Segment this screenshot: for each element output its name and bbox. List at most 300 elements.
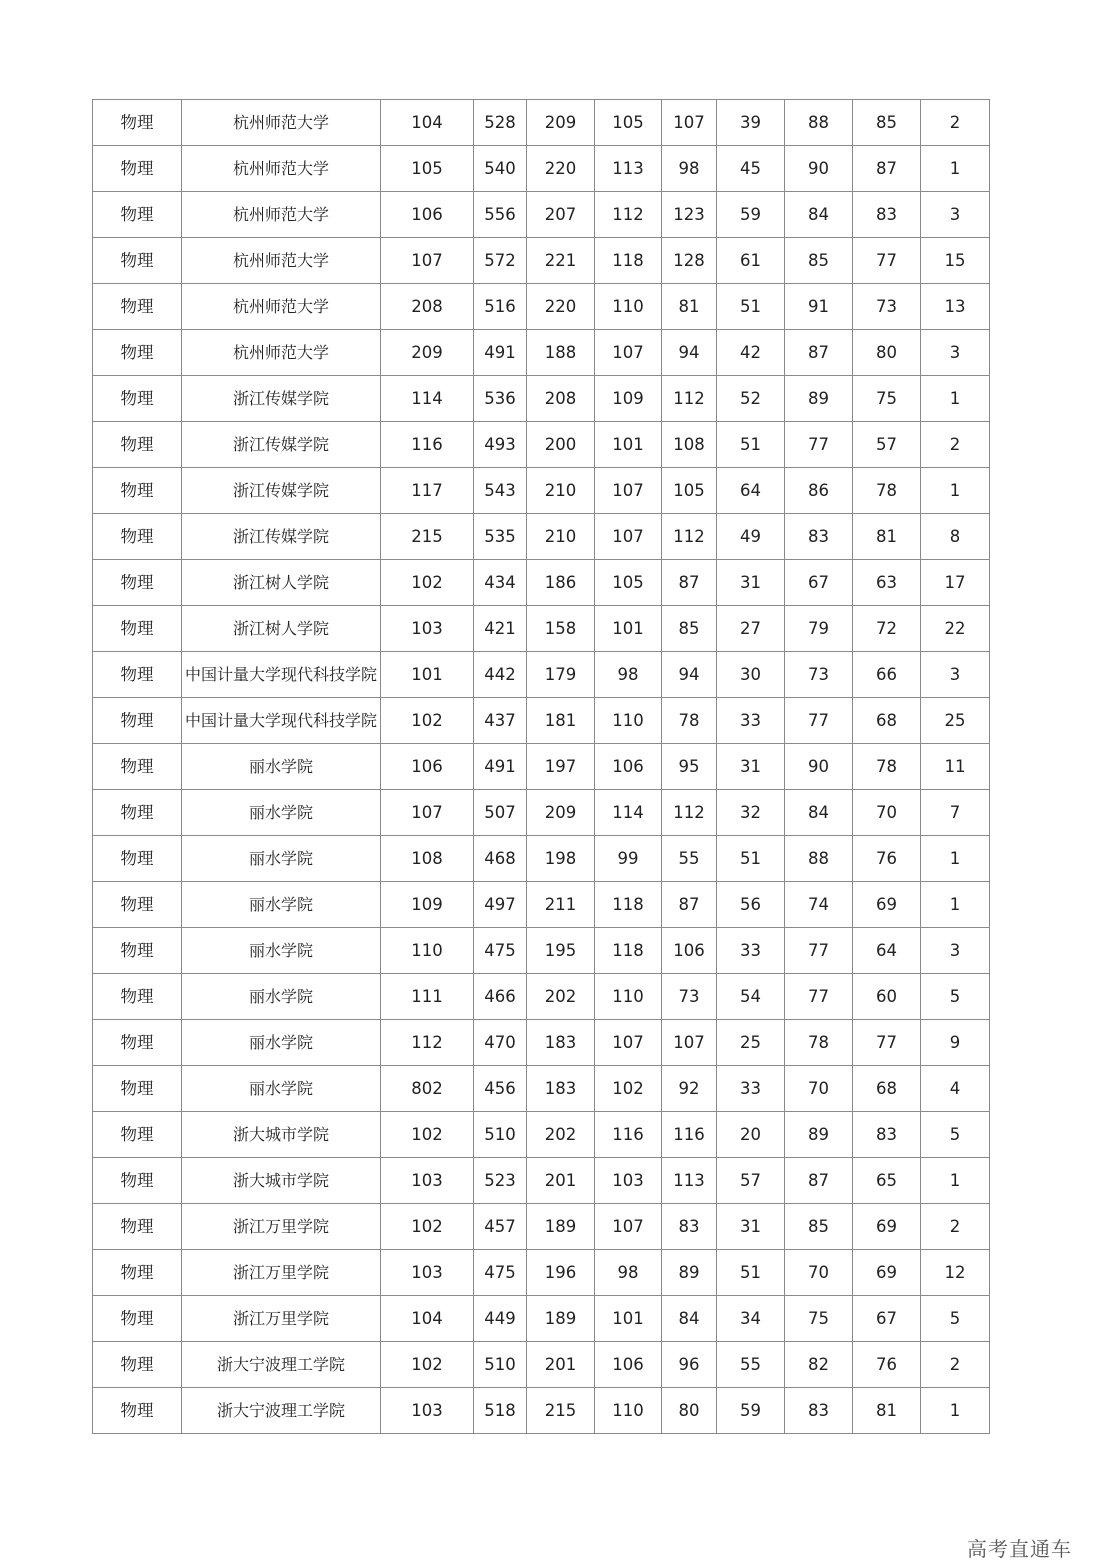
- score-cell-b: 110: [595, 974, 662, 1020]
- score-cell-c: 55: [662, 836, 717, 882]
- score-cell-c: 87: [662, 560, 717, 606]
- total-score-cell: 572: [474, 238, 527, 284]
- score-cell-e: 87: [785, 330, 853, 376]
- total-score-cell: 507: [474, 790, 527, 836]
- code-cell: 112: [381, 1020, 474, 1066]
- code-cell: 107: [381, 790, 474, 836]
- code-cell: 209: [381, 330, 474, 376]
- score-cell-e: 70: [785, 1250, 853, 1296]
- score-cell-c: 78: [662, 698, 717, 744]
- total-score-cell: 528: [474, 100, 527, 146]
- table-row: [93, 146, 990, 192]
- score-cell-f: 60: [853, 974, 921, 1020]
- table-row: [93, 1020, 990, 1066]
- score-cell-a: 200: [527, 422, 595, 468]
- score-cell-b: 110: [595, 284, 662, 330]
- code-cell: 215: [381, 514, 474, 560]
- score-cell-d: 64: [717, 468, 785, 514]
- subject-cell: 物理: [93, 514, 182, 560]
- score-cell-a: 207: [527, 192, 595, 238]
- score-cell-a: 158: [527, 606, 595, 652]
- score-cell-e: 73: [785, 652, 853, 698]
- score-cell-e: 85: [785, 238, 853, 284]
- score-cell-a: 209: [527, 790, 595, 836]
- score-cell-d: 54: [717, 974, 785, 1020]
- school-cell: 丽水学院: [182, 836, 381, 882]
- subject-cell: 物理: [93, 100, 182, 146]
- subject-cell: 物理: [93, 698, 182, 744]
- score-cell-c: 123: [662, 192, 717, 238]
- table-row: [93, 1204, 990, 1250]
- total-score-cell: 556: [474, 192, 527, 238]
- count-cell: 25: [921, 698, 990, 744]
- score-cell-c: 73: [662, 974, 717, 1020]
- score-cell-a: 220: [527, 146, 595, 192]
- score-cell-f: 77: [853, 238, 921, 284]
- score-cell-c: 98: [662, 146, 717, 192]
- score-cell-e: 77: [785, 928, 853, 974]
- table-row: [93, 422, 990, 468]
- school-cell: 浙大宁波理工学院: [182, 1388, 381, 1434]
- score-cell-f: 83: [853, 192, 921, 238]
- score-cell-c: 83: [662, 1204, 717, 1250]
- subject-cell: 物理: [93, 1066, 182, 1112]
- score-cell-f: 87: [853, 146, 921, 192]
- score-cell-b: 99: [595, 836, 662, 882]
- score-cell-c: 128: [662, 238, 717, 284]
- score-cell-d: 45: [717, 146, 785, 192]
- code-cell: 103: [381, 1250, 474, 1296]
- count-cell: 1: [921, 836, 990, 882]
- total-score-cell: 442: [474, 652, 527, 698]
- count-cell: 5: [921, 974, 990, 1020]
- score-cell-d: 59: [717, 192, 785, 238]
- subject-cell: 物理: [93, 1296, 182, 1342]
- subject-cell: 物理: [93, 882, 182, 928]
- score-cell-a: 202: [527, 1112, 595, 1158]
- score-cell-a: 215: [527, 1388, 595, 1434]
- score-cell-f: 68: [853, 1066, 921, 1112]
- score-cell-b: 107: [595, 1204, 662, 1250]
- total-score-cell: 536: [474, 376, 527, 422]
- school-cell: 丽水学院: [182, 1020, 381, 1066]
- score-cell-b: 118: [595, 928, 662, 974]
- subject-cell: 物理: [93, 192, 182, 238]
- score-cell-c: 112: [662, 376, 717, 422]
- school-cell: 浙大城市学院: [182, 1158, 381, 1204]
- score-cell-b: 118: [595, 882, 662, 928]
- score-cell-b: 110: [595, 698, 662, 744]
- score-cell-d: 59: [717, 1388, 785, 1434]
- code-cell: 116: [381, 422, 474, 468]
- table-row: [93, 1066, 990, 1112]
- score-cell-d: 49: [717, 514, 785, 560]
- score-cell-d: 56: [717, 882, 785, 928]
- subject-cell: 物理: [93, 1388, 182, 1434]
- score-cell-d: 27: [717, 606, 785, 652]
- score-cell-e: 89: [785, 1112, 853, 1158]
- total-score-cell: 516: [474, 284, 527, 330]
- score-cell-d: 39: [717, 100, 785, 146]
- score-cell-c: 113: [662, 1158, 717, 1204]
- table-row: [93, 1112, 990, 1158]
- subject-cell: 物理: [93, 928, 182, 974]
- count-cell: 1: [921, 1388, 990, 1434]
- table-row: [93, 836, 990, 882]
- score-cell-f: 81: [853, 514, 921, 560]
- score-cell-e: 89: [785, 376, 853, 422]
- score-cell-f: 76: [853, 1342, 921, 1388]
- score-cell-b: 107: [595, 1020, 662, 1066]
- score-cell-e: 84: [785, 790, 853, 836]
- table-row: [93, 744, 990, 790]
- subject-cell: 物理: [93, 1250, 182, 1296]
- score-cell-a: 197: [527, 744, 595, 790]
- count-cell: 3: [921, 652, 990, 698]
- school-cell: 浙江传媒学院: [182, 514, 381, 560]
- score-cell-a: 202: [527, 974, 595, 1020]
- score-cell-a: 201: [527, 1342, 595, 1388]
- school-cell: 浙江万里学院: [182, 1296, 381, 1342]
- score-cell-b: 106: [595, 1342, 662, 1388]
- score-cell-d: 33: [717, 1066, 785, 1112]
- score-cell-b: 114: [595, 790, 662, 836]
- score-cell-d: 51: [717, 1250, 785, 1296]
- count-cell: 8: [921, 514, 990, 560]
- total-score-cell: 497: [474, 882, 527, 928]
- score-cell-c: 96: [662, 1342, 717, 1388]
- code-cell: 102: [381, 1112, 474, 1158]
- school-cell: 丽水学院: [182, 928, 381, 974]
- score-cell-b: 101: [595, 606, 662, 652]
- count-cell: 7: [921, 790, 990, 836]
- score-cell-d: 51: [717, 422, 785, 468]
- score-cell-d: 25: [717, 1020, 785, 1066]
- score-cell-a: 195: [527, 928, 595, 974]
- total-score-cell: 535: [474, 514, 527, 560]
- score-cell-f: 69: [853, 882, 921, 928]
- score-cell-d: 57: [717, 1158, 785, 1204]
- score-cell-b: 98: [595, 1250, 662, 1296]
- score-cell-a: 209: [527, 100, 595, 146]
- score-cell-e: 85: [785, 1204, 853, 1250]
- score-cell-d: 55: [717, 1342, 785, 1388]
- score-cell-f: 77: [853, 1020, 921, 1066]
- score-cell-a: 201: [527, 1158, 595, 1204]
- total-score-cell: 493: [474, 422, 527, 468]
- score-cell-e: 70: [785, 1066, 853, 1112]
- code-cell: 103: [381, 1158, 474, 1204]
- total-score-cell: 470: [474, 1020, 527, 1066]
- code-cell: 103: [381, 606, 474, 652]
- score-cell-f: 66: [853, 652, 921, 698]
- score-cell-d: 30: [717, 652, 785, 698]
- count-cell: 22: [921, 606, 990, 652]
- score-cell-a: 188: [527, 330, 595, 376]
- total-score-cell: 523: [474, 1158, 527, 1204]
- score-cell-f: 76: [853, 836, 921, 882]
- count-cell: 11: [921, 744, 990, 790]
- code-cell: 102: [381, 1204, 474, 1250]
- count-cell: 3: [921, 330, 990, 376]
- count-cell: 15: [921, 238, 990, 284]
- code-cell: 104: [381, 1296, 474, 1342]
- school-cell: 丽水学院: [182, 744, 381, 790]
- score-cell-e: 82: [785, 1342, 853, 1388]
- score-cell-a: 210: [527, 514, 595, 560]
- count-cell: 2: [921, 1342, 990, 1388]
- score-cell-e: 74: [785, 882, 853, 928]
- count-cell: 5: [921, 1296, 990, 1342]
- code-cell: 106: [381, 744, 474, 790]
- count-cell: 1: [921, 1158, 990, 1204]
- code-cell: 102: [381, 1342, 474, 1388]
- code-cell: 109: [381, 882, 474, 928]
- code-cell: 108: [381, 836, 474, 882]
- table-row: [93, 284, 990, 330]
- score-cell-b: 102: [595, 1066, 662, 1112]
- school-cell: 浙江传媒学院: [182, 468, 381, 514]
- count-cell: 2: [921, 422, 990, 468]
- table-row: [93, 974, 990, 1020]
- score-cell-c: 107: [662, 100, 717, 146]
- score-cell-f: 70: [853, 790, 921, 836]
- count-cell: 17: [921, 560, 990, 606]
- school-cell: 丽水学院: [182, 882, 381, 928]
- score-cell-b: 118: [595, 238, 662, 284]
- total-score-cell: 540: [474, 146, 527, 192]
- count-cell: 12: [921, 1250, 990, 1296]
- score-cell-a: 210: [527, 468, 595, 514]
- table-body: [93, 100, 990, 1434]
- count-cell: 3: [921, 192, 990, 238]
- school-cell: 杭州师范大学: [182, 192, 381, 238]
- score-cell-f: 78: [853, 744, 921, 790]
- score-cell-d: 61: [717, 238, 785, 284]
- score-cell-e: 91: [785, 284, 853, 330]
- table-row: [93, 1158, 990, 1204]
- score-cell-a: 211: [527, 882, 595, 928]
- table-row: [93, 698, 990, 744]
- score-cell-d: 32: [717, 790, 785, 836]
- school-cell: 杭州师范大学: [182, 284, 381, 330]
- score-cell-f: 67: [853, 1296, 921, 1342]
- subject-cell: 物理: [93, 146, 182, 192]
- count-cell: 1: [921, 146, 990, 192]
- score-cell-c: 105: [662, 468, 717, 514]
- score-cell-b: 101: [595, 1296, 662, 1342]
- code-cell: 104: [381, 100, 474, 146]
- table-row: [93, 238, 990, 284]
- school-cell: 浙江传媒学院: [182, 422, 381, 468]
- score-cell-b: 110: [595, 1388, 662, 1434]
- school-cell: 浙江万里学院: [182, 1204, 381, 1250]
- score-table-container: [92, 99, 990, 1434]
- score-cell-d: 34: [717, 1296, 785, 1342]
- score-cell-b: 101: [595, 422, 662, 468]
- count-cell: 1: [921, 882, 990, 928]
- total-score-cell: 518: [474, 1388, 527, 1434]
- score-cell-c: 94: [662, 652, 717, 698]
- subject-cell: 物理: [93, 422, 182, 468]
- watermark-text: 高考直通车: [967, 1537, 1072, 1561]
- count-cell: 4: [921, 1066, 990, 1112]
- score-cell-f: 63: [853, 560, 921, 606]
- total-score-cell: 510: [474, 1342, 527, 1388]
- table-row: [93, 882, 990, 928]
- score-cell-e: 77: [785, 698, 853, 744]
- score-cell-d: 52: [717, 376, 785, 422]
- subject-cell: 物理: [93, 790, 182, 836]
- table-row: [93, 606, 990, 652]
- school-cell: 浙大宁波理工学院: [182, 1342, 381, 1388]
- score-cell-f: 83: [853, 1112, 921, 1158]
- subject-cell: 物理: [93, 330, 182, 376]
- score-cell-e: 87: [785, 1158, 853, 1204]
- score-cell-f: 72: [853, 606, 921, 652]
- subject-cell: 物理: [93, 1204, 182, 1250]
- score-cell-f: 69: [853, 1250, 921, 1296]
- table-row: [93, 376, 990, 422]
- score-cell-d: 33: [717, 698, 785, 744]
- score-cell-c: 89: [662, 1250, 717, 1296]
- score-cell-e: 90: [785, 146, 853, 192]
- score-cell-c: 81: [662, 284, 717, 330]
- score-cell-d: 31: [717, 1204, 785, 1250]
- count-cell: 2: [921, 1204, 990, 1250]
- subject-cell: 物理: [93, 836, 182, 882]
- score-cell-c: 92: [662, 1066, 717, 1112]
- score-cell-e: 67: [785, 560, 853, 606]
- code-cell: 117: [381, 468, 474, 514]
- score-cell-a: 189: [527, 1296, 595, 1342]
- code-cell: 208: [381, 284, 474, 330]
- score-cell-b: 103: [595, 1158, 662, 1204]
- score-cell-c: 80: [662, 1388, 717, 1434]
- table-row: [93, 652, 990, 698]
- score-cell-b: 113: [595, 146, 662, 192]
- score-cell-b: 105: [595, 100, 662, 146]
- score-cell-a: 221: [527, 238, 595, 284]
- score-cell-e: 75: [785, 1296, 853, 1342]
- subject-cell: 物理: [93, 606, 182, 652]
- total-score-cell: 437: [474, 698, 527, 744]
- code-cell: 111: [381, 974, 474, 1020]
- code-cell: 802: [381, 1066, 474, 1112]
- score-cell-c: 94: [662, 330, 717, 376]
- total-score-cell: 456: [474, 1066, 527, 1112]
- score-cell-e: 86: [785, 468, 853, 514]
- total-score-cell: 491: [474, 330, 527, 376]
- school-cell: 杭州师范大学: [182, 238, 381, 284]
- score-cell-c: 106: [662, 928, 717, 974]
- total-score-cell: 449: [474, 1296, 527, 1342]
- count-cell: 1: [921, 376, 990, 422]
- table-row: [93, 790, 990, 836]
- subject-cell: 物理: [93, 1158, 182, 1204]
- subject-cell: 物理: [93, 284, 182, 330]
- total-score-cell: 468: [474, 836, 527, 882]
- school-cell: 中国计量大学现代科技学院: [182, 698, 381, 744]
- table-row: [93, 514, 990, 560]
- table-row: [93, 192, 990, 238]
- score-cell-c: 116: [662, 1112, 717, 1158]
- score-cell-e: 78: [785, 1020, 853, 1066]
- table-row: [93, 468, 990, 514]
- score-cell-a: 220: [527, 284, 595, 330]
- score-cell-a: 198: [527, 836, 595, 882]
- code-cell: 106: [381, 192, 474, 238]
- school-cell: 杭州师范大学: [182, 146, 381, 192]
- school-cell: 杭州师范大学: [182, 100, 381, 146]
- score-cell-a: 183: [527, 1066, 595, 1112]
- total-score-cell: 457: [474, 1204, 527, 1250]
- score-cell-b: 109: [595, 376, 662, 422]
- subject-cell: 物理: [93, 560, 182, 606]
- score-cell-e: 88: [785, 836, 853, 882]
- score-cell-b: 105: [595, 560, 662, 606]
- score-cell-b: 107: [595, 330, 662, 376]
- subject-cell: 物理: [93, 376, 182, 422]
- count-cell: 9: [921, 1020, 990, 1066]
- score-table: [92, 99, 990, 1434]
- code-cell: 110: [381, 928, 474, 974]
- subject-cell: 物理: [93, 1112, 182, 1158]
- school-cell: 丽水学院: [182, 974, 381, 1020]
- score-cell-f: 69: [853, 1204, 921, 1250]
- school-cell: 浙江传媒学院: [182, 376, 381, 422]
- score-cell-d: 51: [717, 284, 785, 330]
- score-cell-d: 33: [717, 928, 785, 974]
- score-cell-c: 95: [662, 744, 717, 790]
- code-cell: 102: [381, 560, 474, 606]
- count-cell: 1: [921, 468, 990, 514]
- subject-cell: 物理: [93, 1020, 182, 1066]
- score-cell-e: 77: [785, 974, 853, 1020]
- code-cell: 105: [381, 146, 474, 192]
- score-cell-c: 87: [662, 882, 717, 928]
- score-cell-d: 31: [717, 560, 785, 606]
- score-cell-f: 81: [853, 1388, 921, 1434]
- subject-cell: 物理: [93, 974, 182, 1020]
- score-cell-f: 57: [853, 422, 921, 468]
- score-cell-c: 112: [662, 514, 717, 560]
- score-cell-e: 84: [785, 192, 853, 238]
- subject-cell: 物理: [93, 1342, 182, 1388]
- score-cell-f: 64: [853, 928, 921, 974]
- table-row: [93, 928, 990, 974]
- school-cell: 浙大城市学院: [182, 1112, 381, 1158]
- school-cell: 浙江树人学院: [182, 606, 381, 652]
- total-score-cell: 475: [474, 928, 527, 974]
- total-score-cell: 466: [474, 974, 527, 1020]
- table-row: [93, 330, 990, 376]
- score-cell-c: 108: [662, 422, 717, 468]
- code-cell: 102: [381, 698, 474, 744]
- score-cell-c: 112: [662, 790, 717, 836]
- total-score-cell: 475: [474, 1250, 527, 1296]
- score-cell-d: 51: [717, 836, 785, 882]
- score-cell-b: 112: [595, 192, 662, 238]
- code-cell: 103: [381, 1388, 474, 1434]
- school-cell: 丽水学院: [182, 790, 381, 836]
- total-score-cell: 434: [474, 560, 527, 606]
- score-cell-d: 20: [717, 1112, 785, 1158]
- count-cell: 3: [921, 928, 990, 974]
- table-row: [93, 1250, 990, 1296]
- code-cell: 101: [381, 652, 474, 698]
- score-cell-c: 84: [662, 1296, 717, 1342]
